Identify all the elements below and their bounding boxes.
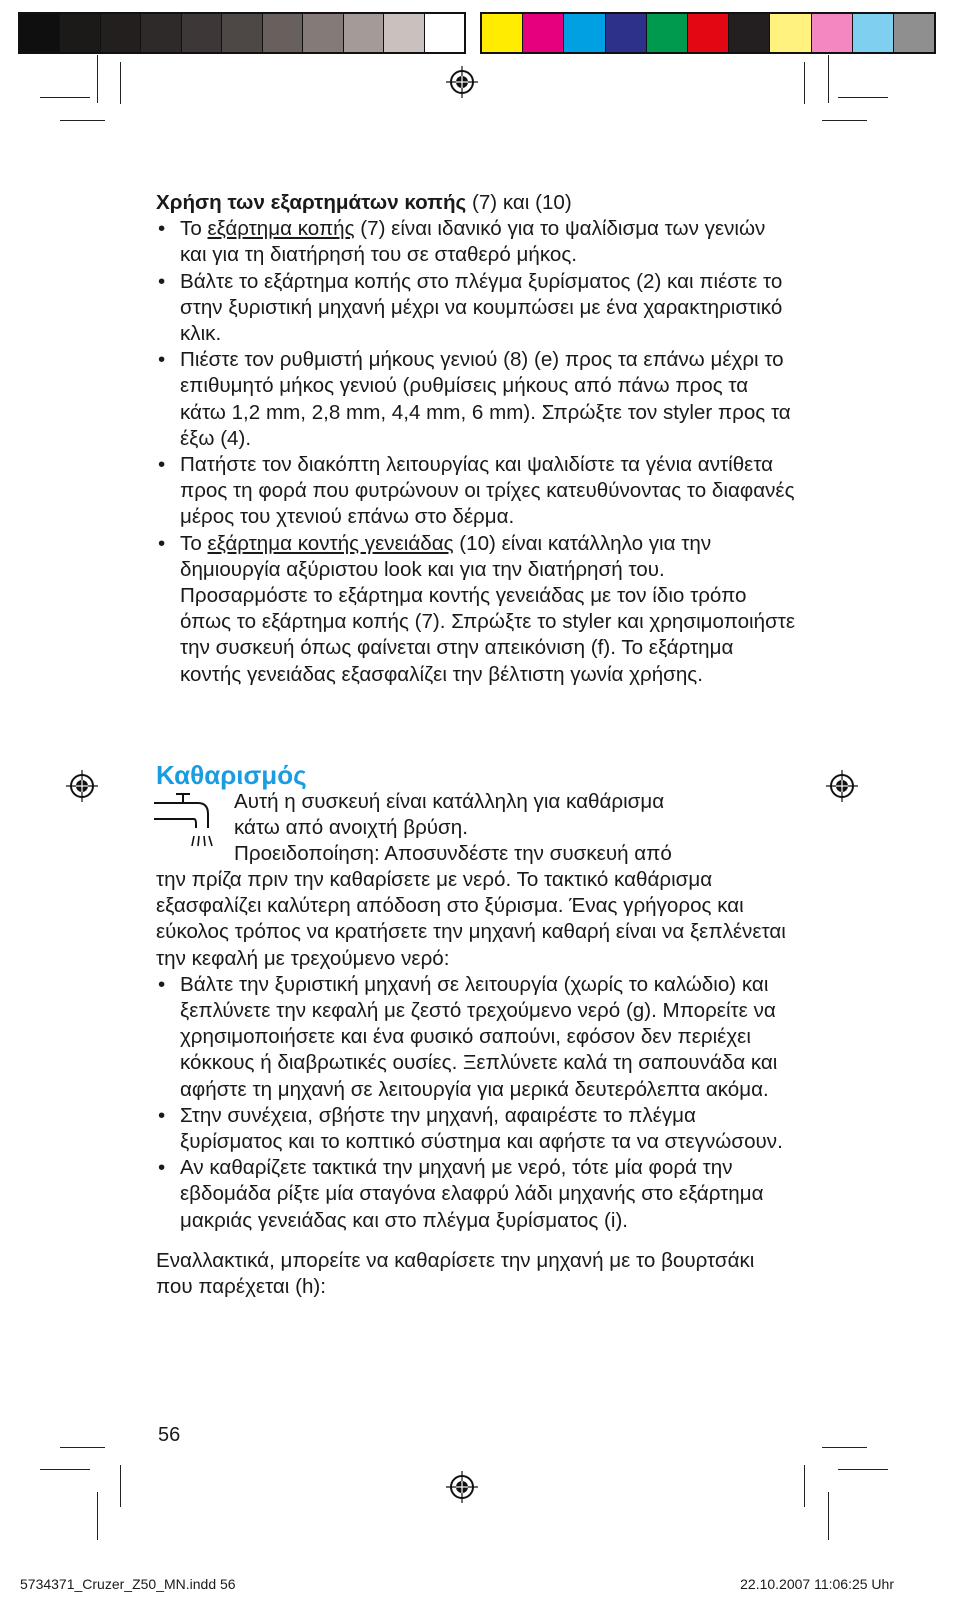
color-swatch [564,14,605,52]
registration-mark-icon [66,770,98,802]
crop-mark [822,1447,867,1448]
registration-mark-icon [446,1471,478,1503]
crop-mark [40,1469,90,1470]
crop-mark [40,97,90,98]
color-swatch [222,14,262,52]
color-swatch [141,14,181,52]
registration-mark-icon [826,770,858,802]
crop-mark [838,1469,888,1470]
usage-section [156,190,796,688]
list-item: • Πιέστε τον ρυθμιστή μήκους γενιού (8) (e) προς τα επάνω μέχρι το επιθυμητό μήκος γενιού (ρυθμίσεις μήκους από πάνω προς τα κάτω 1,2 mm, 2,8 mm, 4,4 mm, 6 mm). Σπρώξτε τον styler προς τα έξω (4). [158,348,791,450]
bullet-icon: • [158,531,166,555]
footer-timestamp: 22.10.2007 11:06:25 Uhr [740,1576,894,1592]
bullet-icon: • [158,1103,166,1127]
bullet-icon: • [158,269,166,293]
list-item: • Στην συνέχεια, σβήστε την μηχανή, αφαιρέστε το πλέγμα ξυρίσματος και το κοπτικό σύστημα και αφήστε τα να στεγνώσουν. [158,1103,783,1154]
color-swatch [303,14,343,52]
color-swatch [425,14,464,52]
crop-mark [120,62,121,104]
crop-mark [828,55,829,103]
color-swatch [523,14,564,52]
bullet-icon: • [158,972,166,996]
crop-mark [828,1492,829,1540]
color-swatch [729,14,770,52]
crop-mark [97,1492,98,1540]
list-item: • Πατήστε τον διακόπτη λειτουργίας και ψαλιδίστε τα γένια αντίθετα προς τη φορά που φυτρώνουν οι τρίχες κατευθύνοντας το διαφανές μέρος του χτενιού επάνω στο δέρμα. [158,453,795,529]
list-item: • Αν καθαρίζετε τακτικά την μηχανή με νερό, τότε μία φορά την εβδομάδα ρίξτε μία σταγόνα ελαφρύ λάδι μηχανής στο εξάρτημα μακριάς γενειάδας και στο πλέγμα ξυρίσματος (i). [158,1156,764,1232]
color-swatch [894,14,934,52]
cleaning-paragraph: την πρίζα πριν την καθαρίσετε με νερό. Το τακτικό καθάρισμα εξασφαλίζει καλύτερη απόδοση στο ξύρισμα. Ένας γρήγορος και εύκολος τρόπος να κρατήσετε την μηχανή καθαρή είναι να ξεπλένεται την κεφαλή με τρεχούμενο νερό: [156,868,786,970]
grayscale-color-bar [18,12,466,54]
crop-mark [60,1447,105,1448]
cleaning-icon-text: Αυτή η συσκευή είναι κατάλληλη για καθάρισμα κάτω από ανοιχτή βρύση. Προειδοποίηση: Αποσυνδέστε την συσκευή από [234,790,672,866]
list-item: • Το εξάρτημα κοντής γενειάδας (10) είναι κατάλληλο για την δημιουργία αξύριστου look και για την διατήρησή του. Προσαρμόστε το εξάρτημα κοντής γενειάδας με τον ίδιο τρόπο όπως το εξάρτημα κοπής (7). Σπρώξτε το styler και χρησιμοποιήστε την συσκευή όπως φαίνεται στην απεικόνιση (f). Το εξάρτημα κοντής γενειάδας εξασφαλίζει την βέλτιστη γωνία χρήσης. [158,531,796,686]
color-swatch [384,14,424,52]
crop-mark [838,97,888,98]
color-swatch [344,14,384,52]
color-swatch [853,14,894,52]
crop-mark [60,120,105,121]
crop-mark [804,62,805,104]
cleaning-bullet-list [156,972,796,1234]
usage-title-bold: Χρήση των εξαρτημάτων κοπής [156,191,467,214]
page-number: 56 [158,1424,181,1446]
list-item: • Βάλτε την ξυριστική μηχανή σε λειτουργία (χωρίς το καλώδιο) και ξεπλύνετε την κεφαλή με ζεστό τρεχούμενο νερό (g). Μπορείτε να χρησιμοποιήσετε και ένα φυσικό σαπούνι, εφόσον δεν περιέχει κόκκους ή διαβρωτικές ουσίες. Ξεπλύνετε καλά τη σαπουνάδα και αφήστε τη μηχανή σε λειτουργία για μερικά δευτερόλεπτα ακόμα. [158,972,778,1101]
bullet-icon: • [158,217,166,241]
process-color-bar [480,12,936,54]
color-swatch [182,14,222,52]
cleaning-heading: Καθαρισμός [156,760,307,790]
alternative-paragraph: Εναλλακτικά, μπορείτε να καθαρίσετε την μηχανή με το βουρτσάκι που παρέχεται (h): [156,1248,755,1299]
color-swatch [812,14,853,52]
underlined-term: εξάρτημα κοντής γενειάδας [207,531,454,555]
color-swatch [60,14,100,52]
usage-bullet-list [156,216,796,688]
color-swatch [482,14,523,52]
usage-title [156,190,796,216]
cleaning-section [156,867,796,1300]
color-swatch [606,14,647,52]
color-swatch [688,14,729,52]
bullet-icon: • [158,1156,166,1180]
crop-mark [97,55,98,103]
crop-mark [822,120,867,121]
color-swatch [770,14,811,52]
color-swatch [263,14,303,52]
bullet-icon: • [158,348,166,372]
color-swatch [20,14,60,52]
list-item: • Το εξάρτημα κοπής (7) είναι ιδανικό για το ψαλίδισμα των γενιών και για τη διατήρησή του σε σταθερό μήκος. [158,217,766,267]
footer-file-info: 5734371_Cruzer_Z50_MN.indd 56 [20,1576,236,1592]
crop-mark [804,1465,805,1507]
registration-mark-icon [446,66,478,98]
color-swatch [101,14,141,52]
water-tap-icon [152,790,214,848]
color-swatch [647,14,688,52]
list-item: • Βάλτε το εξάρτημα κοπής στο πλέγμα ξυρίσματος (2) και πιέστε το στην ξυριστική μηχανή μέχρι να κουμπώσει με ένα χαρακτηριστικό κλικ. [158,269,783,346]
underlined-term: εξάρτημα κοπής [207,217,355,241]
crop-mark [120,1465,121,1507]
usage-title-rest: (7) και (10) [466,191,572,214]
bullet-icon: • [158,453,166,477]
